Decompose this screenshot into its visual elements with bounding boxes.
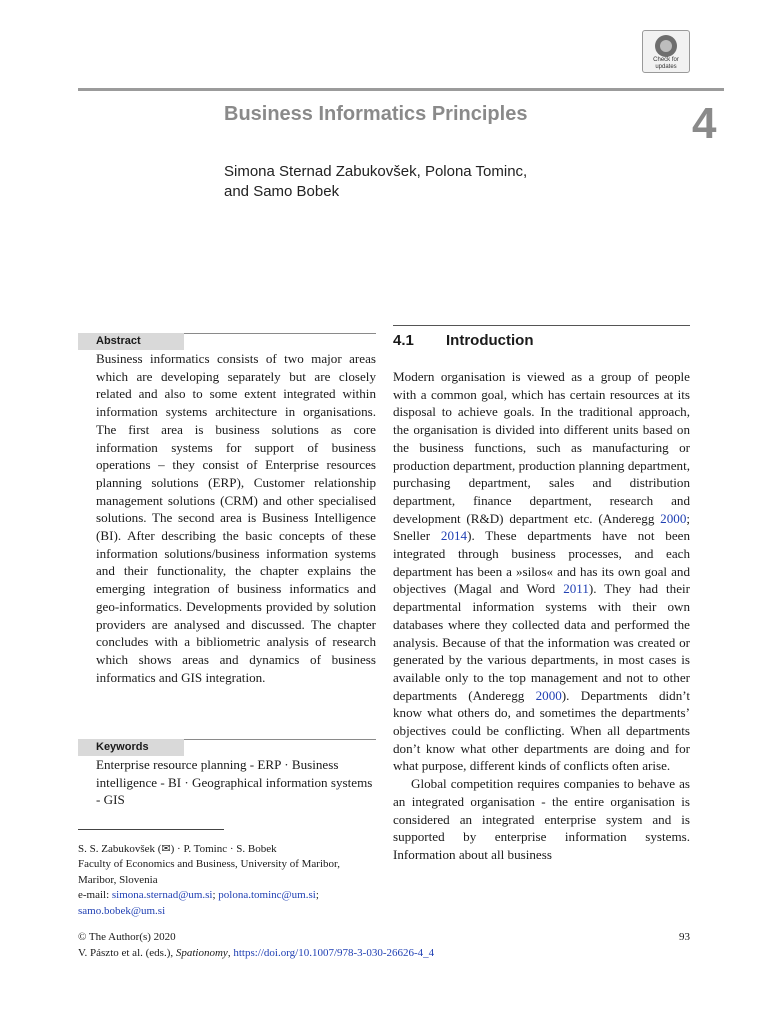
citation-link[interactable]: 2014: [440, 528, 468, 544]
chapter-number: 4: [692, 99, 717, 148]
authors-line-1: Simona Sternad Zabukovšek, Polona Tominc,: [224, 163, 528, 180]
citation-link[interactable]: 2000: [535, 687, 562, 703]
abstract-label: Abstract: [78, 333, 184, 350]
citation-link[interactable]: 2011: [563, 581, 589, 597]
copyright-footer: © The Author(s) 2020 V. Pászto et al. (eds.), Spationomy, https://doi.org/10.1007/978-3-030-26626-4_4: [78, 931, 435, 959]
check-updates-text: Check for updates: [653, 57, 679, 70]
keywords-label: Keywords: [78, 739, 184, 756]
footnote-rule: [78, 829, 224, 830]
page-number: 93: [679, 931, 690, 943]
chapter-title: Business Informatics Principles: [224, 103, 528, 125]
citation-link[interactable]: 2000: [660, 510, 687, 526]
check-for-updates-badge[interactable]: [642, 30, 690, 73]
email-link-bobek[interactable]: samo.bobek@um.si: [78, 904, 166, 917]
email-link-sternad[interactable]: simona.sternad@um.si: [111, 889, 213, 902]
section-rule: [393, 325, 690, 326]
chapter-top-rule: [78, 88, 724, 91]
abstract-text: Business informatics consists of two major areas which are developing separately but are closely related and also to some extent integrated within information systems architecture in organisations. The first area is business solutions as core information systems for support of business operations – they consist of Enterprise resources planning solutions (ERP), Customer relationship management solutions (CRM) and other specialised solutions. The second area is Business Intelligence (BI). After describing the basic concepts of these information solutions/business information systems and their functionality, the chapter explains the emerging integration of business informatics and geo-informatics. Developments provided by solution providers are analysed and discussed. The chapter concludes with a bibliometric analysis of research which shows areas and dynamics of business informatics and GIS integration.: [96, 351, 376, 685]
affiliation: Faculty of Economics and Business, University of Maribor, Maribor, Slovenia: [78, 858, 340, 886]
copyright-line: © The Author(s) 2020: [78, 931, 176, 943]
section-body: [393, 368, 690, 864]
authors-line-2: and Samo Bobek: [224, 183, 340, 200]
check-updates-icon: [655, 35, 677, 57]
paragraph-1: Modern organisation is viewed as a group of people with a common goal, which has certain resources at its disposal to achieve goals. In the traditional approach, the organisation is divided into different units based on the business functions, such as manufacturing or production department, production planning department, purchasing department, sales and distribution department, finance department, research and development (R&D) department etc. (Anderegg 2000; Sneller 2014). These departments have not been integrated through business processes, and each department has been a »silos« and has its own goal and objectives (Magal and Word 2011). They had their departmental information systems with their own databases where they collected data and performed the analysis. Because of that the information was created or generated by the various departments, in most cases is available only to the top management and not to other departments (Anderegg 2000). Departments didn’t know what others do, and sometimes the departments’ objectives could be conflicting. When all departments don’t know what other departments are doing and for what purpose, different kinds of conflicts often arise.: [393, 369, 691, 774]
section-title: Introduction: [446, 332, 534, 349]
doi-link[interactable]: https://doi.org/10.1007/978-3-030-26626-4_4: [233, 947, 435, 959]
envelope-icon[interactable]: ✉: [161, 843, 171, 855]
paragraph-2: Global competition requires companies to behave as an integrated organisation - the entire organisation is considered an integrated enterprise system and is supported by enterprise information systems. Information about all business: [393, 776, 690, 862]
book-title: Spationomy: [175, 947, 228, 959]
author-footnote: S. S. Zabukovšek (✉) · P. Tominc · S. Bobek Faculty of Economics and Business, University of Maribor, Maribor, Slovenia e-mail: simona.sternad@um.si; polona.tominc@um.si; samo.bobek@um.si: [78, 843, 340, 917]
email-link-tominc[interactable]: polona.tominc@um.si: [218, 889, 316, 902]
section-number: 4.1: [393, 332, 414, 349]
keywords-text: Enterprise resource planning - ERP · Business intelligence - BI · Geographical information systems - GIS: [96, 757, 373, 808]
chapter-authors: [224, 162, 624, 202]
